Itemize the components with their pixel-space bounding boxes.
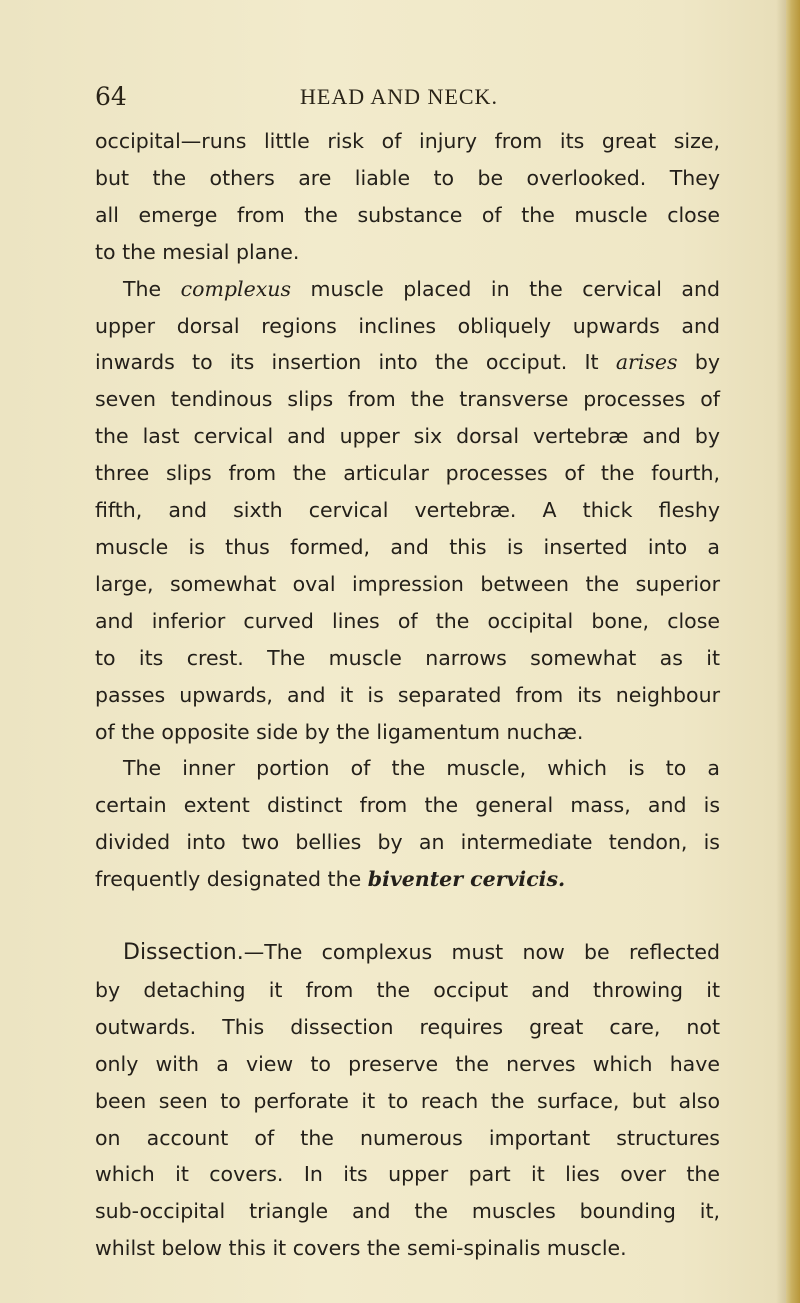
text-line: three slips from the articular processes of the fourth, xyxy=(95,461,720,486)
text-line: to the mesial plane. xyxy=(95,239,300,264)
text-line: divided into two bellies by an intermediate tendon, is xyxy=(95,830,720,855)
italic-term-biventer-cervicis: biventer cervicis. xyxy=(367,867,566,892)
text-fragment: —The complexus must now be reflected xyxy=(243,940,720,965)
text-line: all emerge from the substance of the muscle close xyxy=(95,202,720,227)
paragraph-gap xyxy=(95,898,720,934)
text-fragment: by xyxy=(694,350,720,375)
text-line: certain extent distinct from the general mass, and is xyxy=(95,793,720,818)
text-line: and inferior curved lines of the occipital bone, close xyxy=(95,608,720,633)
page-edge-shadow xyxy=(776,0,786,1303)
italic-term-arises: arises xyxy=(615,350,678,375)
text-fragment: The xyxy=(123,276,162,301)
text-line: occipital—runs little risk of injury from its great size, xyxy=(95,129,720,153)
text-line: muscle is thus formed, and this is inserted into a xyxy=(95,534,720,559)
text-line: which it covers. In its upper part it lies over the xyxy=(95,1162,720,1187)
text-line: to its crest. The muscle narrows somewhat as it xyxy=(95,645,720,670)
body-text xyxy=(95,123,720,1267)
page-edge xyxy=(786,0,800,1303)
text-line: The inner portion of the muscle, which is to a xyxy=(123,756,720,781)
text-line: sub-occipital triangle and the muscles bounding it, xyxy=(95,1199,720,1224)
text-line xyxy=(95,344,720,381)
text-line: large, somewhat oval impression between the superior xyxy=(95,571,720,596)
text-line: been seen to perforate it to reach the surface, but also xyxy=(95,1088,720,1113)
italic-term-complexus: complexus xyxy=(180,276,292,301)
text-line: upper dorsal regions inclines obliquely upwards and xyxy=(95,313,720,338)
text-line: the last cervical and upper six dorsal vertebræ and by xyxy=(95,424,720,449)
text-line: only with a view to preserve the nerves which have xyxy=(95,1051,720,1076)
text-line: of the opposite side by the ligamentum nuchæ. xyxy=(95,719,584,744)
text-line: fifth, and sixth cervical vertebræ. A thick fleshy xyxy=(95,498,720,523)
text-line: by detaching it from the occiput and throwing it xyxy=(95,977,720,1002)
text-line xyxy=(95,934,720,972)
text-line xyxy=(95,861,720,898)
text-line: but the others are liable to be overlooked. They xyxy=(95,165,720,190)
text-fragment: muscle placed in the cervical and xyxy=(310,276,720,301)
running-head: HEAD AND NECK. xyxy=(300,84,498,109)
page-number: 64 xyxy=(95,82,127,111)
text-line: on account of the numerous important structures xyxy=(95,1125,720,1150)
text-line: whilst below this it covers the semi-spinalis muscle. xyxy=(95,1236,627,1261)
text-line: outwards. This dissection requires great care, not xyxy=(95,1014,720,1039)
section-lead-dissection: Dissection. xyxy=(123,940,244,966)
text-line: seven tendinous slips from the transverse processes of xyxy=(95,387,720,412)
text-fragment: inwards to its insertion into the occiput. It xyxy=(95,350,599,375)
page-header xyxy=(95,80,735,120)
text-line: passes upwards, and it is separated from its neighbour xyxy=(95,682,720,707)
text-line xyxy=(95,271,720,308)
text-fragment: frequently designated the xyxy=(95,867,362,892)
